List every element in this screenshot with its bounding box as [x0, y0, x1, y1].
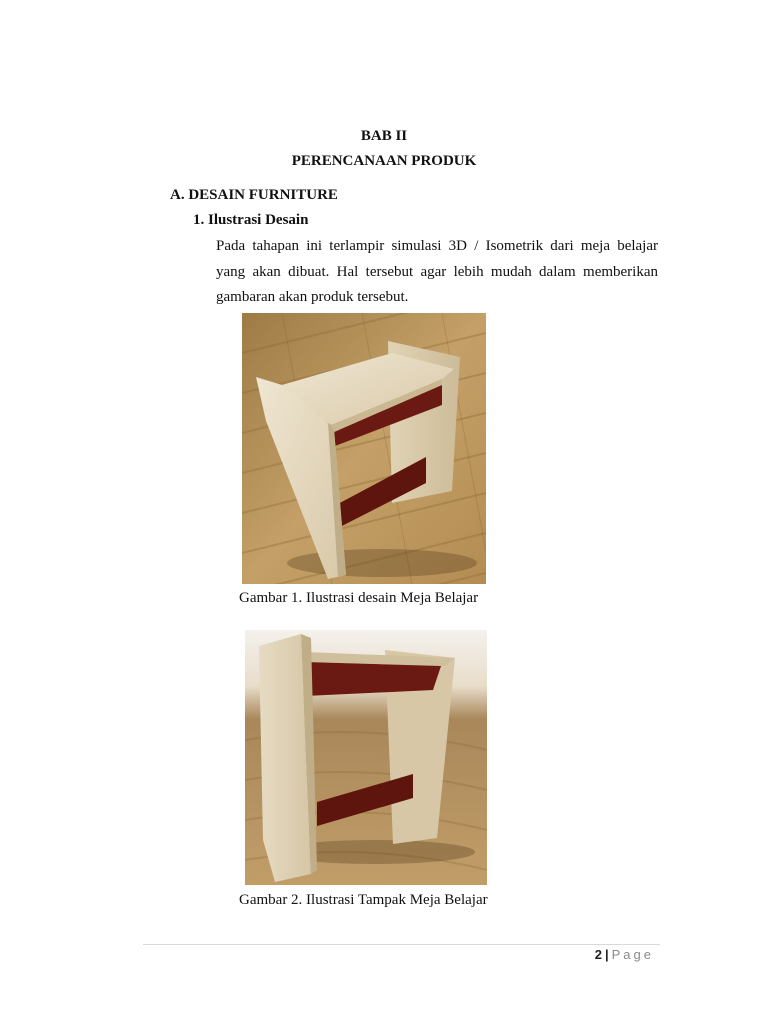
page-separator: | — [604, 947, 609, 962]
chapter-title: PERENCANAAN PRODUK — [291, 153, 477, 169]
desk-side-render — [245, 630, 487, 885]
footer-divider — [143, 944, 660, 945]
figure-2-desk-side-view — [245, 630, 487, 885]
figure-2-caption: Gambar 2. Ilustrasi Tampak Meja Belajar — [239, 892, 488, 908]
intro-paragraph — [216, 234, 658, 311]
page-number: 2 — [594, 947, 602, 962]
paragraph-line: gambaran akan produk tersebut. — [216, 289, 409, 305]
figure-1-caption: Gambar 1. Ilustrasi desain Meja Belajar — [239, 590, 479, 606]
subsection-heading: 1. Ilustrasi Desain — [193, 212, 309, 228]
chapter-number: BAB II — [360, 128, 408, 144]
paragraph-line: Pada tahapan ini terlampir simulasi 3D / Isometrik dari meja belajar — [216, 238, 658, 254]
paragraph-line: yang akan dibuat. Hal tersebut agar lebih mudah dalam memberikan — [216, 263, 658, 280]
page-word: Page — [611, 947, 654, 962]
page-number-footer — [595, 947, 654, 962]
desk-isometric-render — [242, 313, 486, 584]
figure-1-desk-isometric — [242, 313, 486, 584]
section-heading: A. DESAIN FURNITURE — [170, 187, 338, 203]
